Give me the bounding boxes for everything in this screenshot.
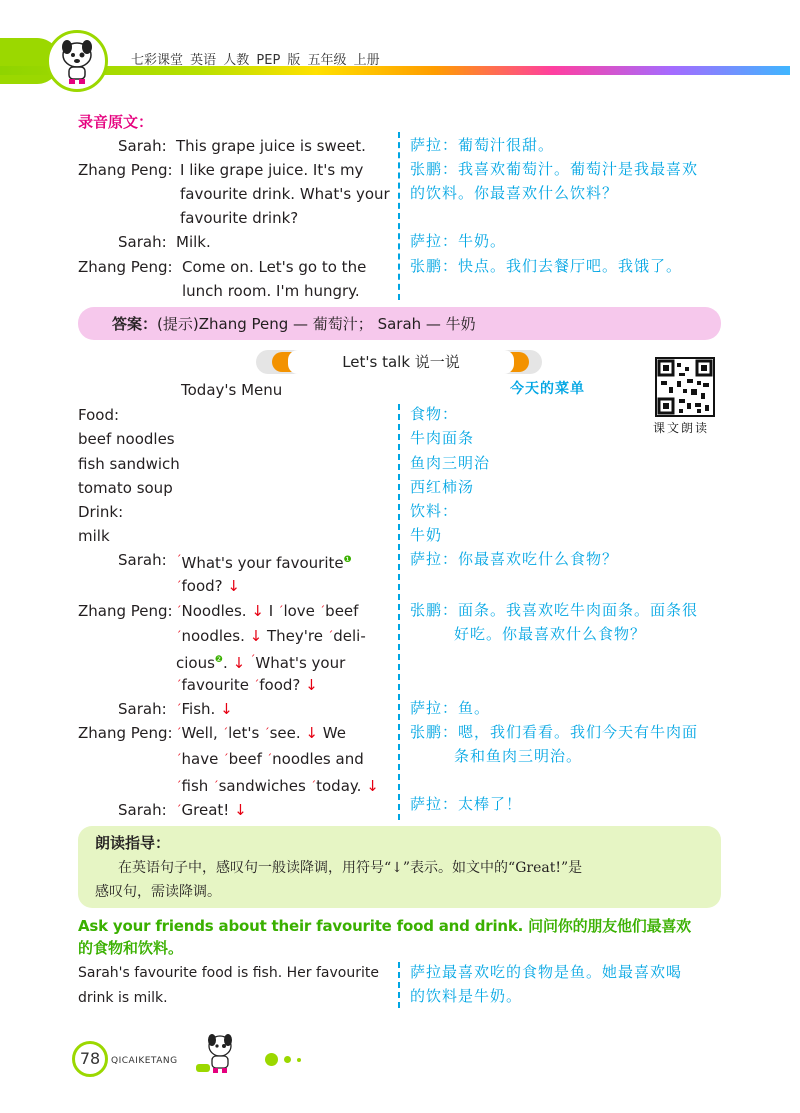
dialogue-text: favourite — [181, 676, 249, 694]
transcript-line: I like grape juice. It's my — [180, 161, 364, 179]
menu-item-zh: 食物： — [410, 405, 459, 423]
translation-line: 张鹏：我喜欢葡萄汁。葡萄汁是我最喜欢 — [410, 160, 699, 178]
dialogue-line: $^ˊ$Noodles. ↓ I $^ˊ$love $^ˊ$beef — [176, 602, 359, 620]
dialogue-line: $^ˊ$Great! ↓ — [176, 801, 247, 819]
task-answer-zh: 萨拉最喜欢吃的食物是鱼。她最喜欢喝 — [410, 963, 683, 981]
dialogue-zh: 萨拉：你最喜欢吃什么食物？ — [410, 550, 619, 568]
column-divider — [398, 404, 400, 820]
menu-item-zh: 牛肉面条 — [410, 429, 475, 447]
speaker: Zhang Peng: — [78, 724, 173, 742]
tip-body: 感叹句，需读降调。 — [95, 884, 221, 900]
qr-label: 课文朗读 — [653, 421, 710, 435]
dialogue-text: What's your — [255, 654, 346, 672]
answer-text: (提示)Zhang Peng — 葡萄汁； Sarah — 牛奶 — [157, 315, 476, 333]
transcript-line: Milk. — [176, 233, 211, 251]
dialogue-text: see. — [269, 724, 301, 742]
speaker: Sarah: — [118, 801, 167, 819]
translation-line: 萨拉：葡萄汁很甜。 — [410, 136, 555, 154]
menu-item: fish sandwich — [78, 455, 180, 473]
speaker: Sarah: — [118, 551, 167, 569]
column-divider — [398, 132, 400, 300]
dialogue-text: Well, — [181, 724, 218, 742]
task-answer-zh: 的饮料是牛奶。 — [410, 987, 523, 1005]
dialogue-text: Great! — [181, 801, 230, 819]
speaker: Zhang Peng: — [78, 258, 173, 276]
tip-title: 朗读指导： — [95, 834, 171, 852]
menu-item-zh: 西红柿汤 — [410, 478, 475, 496]
transcript-label: 录音原文： — [78, 113, 154, 131]
dialogue-line: cious$^❷$. ↓ $^ˊ$What's your — [176, 653, 346, 672]
speaker: Sarah: — [118, 233, 167, 251]
decor-dot — [284, 1056, 291, 1063]
dialogue-text: deli- — [333, 627, 366, 645]
transcript-line: Come on. Let's go to the — [182, 258, 367, 276]
dialogue-text: let's — [228, 724, 260, 742]
dialogue-text: I — [268, 602, 274, 620]
speaker: Zhang Peng: — [78, 161, 173, 179]
dialogue-text: food? — [181, 577, 223, 595]
task-answer: drink is milk. — [78, 990, 168, 1006]
mascot-icon — [192, 1032, 246, 1078]
header-rainbow-bar — [0, 66, 790, 75]
header-title: 七彩课堂 英语 人教 PEP 版 五年级 上册 — [131, 53, 380, 68]
menu-item: beef noodles — [78, 430, 175, 448]
decor-dot — [265, 1053, 278, 1066]
dialogue-text: love — [283, 602, 315, 620]
footer-brand: QICAIKETANG — [111, 1056, 178, 1066]
dialogue-zh: 条和鱼肉三明治。 — [454, 747, 583, 765]
answer-row — [112, 313, 476, 334]
dialogue-line: $^ˊ$Fish. ↓ — [176, 700, 233, 718]
dialogue-text: have — [181, 750, 219, 768]
dialogue-text: They're — [267, 627, 323, 645]
tip-body: 在英语句子中，感叹句一般读降调，用符号“↓”表示。如文中的“Great!”是 — [118, 860, 583, 876]
menu-item-zh: 牛奶 — [410, 526, 443, 544]
dialogue-line: $^ˊ$What's your favourite$^❶$ — [176, 553, 352, 572]
dialogue-text: beef — [228, 750, 262, 768]
dialogue-zh: 萨拉：鱼。 — [410, 699, 491, 717]
dialogue-line: $^ˊ$noodles. ↓ They're $^ˊ$deli- — [176, 627, 366, 645]
speaker: Sarah: — [118, 700, 167, 718]
translation-line: 张鹏：快点。我们去餐厅吧。我饿了。 — [410, 257, 683, 275]
task-answer: Sarah's favourite food is fish. Her favourite — [78, 965, 379, 981]
transcript-line: lunch room. I'm hungry. — [182, 282, 360, 300]
dialogue-line: $^ˊ$favourite $^ˊ$food? ↓ — [176, 676, 318, 694]
answer-label: 答案： — [112, 315, 158, 333]
dialogue-text: today. — [316, 777, 362, 795]
speaker: Zhang Peng: — [78, 602, 173, 620]
mascot-logo — [46, 30, 108, 92]
dialogue-text: We — [322, 724, 346, 742]
dialogue-zh: 张鹏：嗯，我们看看。我们今天有牛肉面 — [410, 723, 699, 741]
dialogue-text: food? — [259, 676, 301, 694]
menu-item: tomato soup — [78, 479, 173, 497]
menu-item: Food: — [78, 406, 120, 424]
section-title: Let's talk 说一说 — [288, 350, 514, 374]
dialogue-zh: 萨拉：太棒了！ — [410, 795, 523, 813]
menu-item-zh: 饮料： — [410, 502, 459, 520]
menu-title: Today's Menu — [181, 381, 283, 399]
dialogue-text: noodles and — [272, 750, 364, 768]
dialogue-text: What's your favourite — [181, 554, 344, 572]
dialogue-line: $^ˊ$fish $^ˊ$sandwiches $^ˊ$today. ↓ — [176, 777, 379, 795]
dialogue-zh: 张鹏：面条。我喜欢吃牛肉面条。面条很 — [410, 601, 699, 619]
column-divider — [398, 962, 400, 1008]
menu-title-zh: 今天的菜单 — [510, 381, 585, 397]
dialogue-zh: 好吃。你最喜欢什么食物？ — [454, 625, 647, 643]
menu-item: Drink: — [78, 503, 124, 521]
menu-item-zh: 鱼肉三明治 — [410, 454, 491, 472]
translation-line: 的饮料。你最喜欢什么饮料？ — [410, 184, 619, 202]
dialogue-line: $^ˊ$food? ↓ — [176, 577, 240, 595]
transcript-line: This grape juice is sweet. — [176, 137, 366, 155]
dialogue-text: cious — [176, 654, 215, 672]
dialogue-text: beef — [325, 602, 359, 620]
dialogue-text: Noodles. — [181, 602, 247, 620]
dialogue-text: . — [223, 654, 228, 672]
qr-code-icon[interactable] — [655, 357, 715, 417]
task-instruction: Ask your friends about their favourite food and drink. 问问你的朋友他们最喜欢 — [78, 917, 691, 935]
dialogue-text: Fish. — [181, 700, 216, 718]
speaker: Sarah: — [118, 137, 167, 155]
translation-line: 萨拉：牛奶。 — [410, 232, 507, 250]
transcript-line: favourite drink. What's your — [180, 185, 390, 203]
transcript-line: favourite drink? — [180, 209, 299, 227]
dialogue-text: fish — [181, 777, 209, 795]
menu-item: milk — [78, 527, 110, 545]
dialogue-line: $^ˊ$have $^ˊ$beef $^ˊ$noodles and — [176, 750, 364, 768]
dialogue-line: $^ˊ$Well, $^ˊ$let's $^ˊ$see. ↓ We — [176, 724, 346, 742]
dialogue-text: sandwiches — [218, 777, 306, 795]
page-number: 78 — [72, 1041, 108, 1077]
decor-dot — [297, 1058, 301, 1062]
task-instruction: 的食物和饮料。 — [78, 939, 184, 957]
dialogue-text: noodles. — [181, 627, 245, 645]
